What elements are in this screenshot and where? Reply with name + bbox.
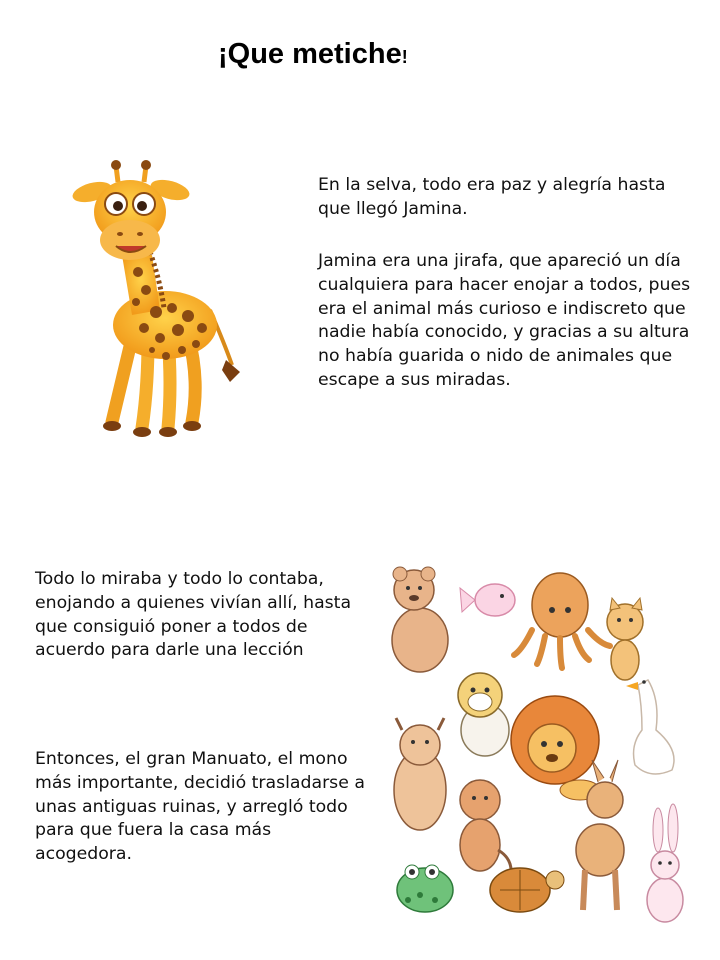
- story-paragraph-2: Jamina era una jirafa, que apareció un día cualquiera para hacer enojar a todos, pues era el animal más curioso e indiscreto que nadie había conocido, y gracias a su altura no había guarida o nido de animales que escape a sus miradas.: [318, 251, 691, 390]
- rabbit-figure: [647, 804, 683, 922]
- cat-figure: [607, 598, 643, 680]
- story-paragraph-4: Entonces, el gran Manuato, el mono más importante, decidió trasladarse a unas antiguas ruinas, y arregló todo para que fuera la casa más acogedora.: [35, 749, 365, 865]
- goose-figure: [626, 680, 674, 774]
- octopus-figure: [514, 573, 610, 668]
- giraffe-illustration: [60, 160, 250, 450]
- turtle-figure: [490, 868, 564, 912]
- frog-figure: [397, 865, 453, 912]
- animals-group-illustration: [380, 560, 700, 940]
- dog-figure: [458, 673, 509, 756]
- title-text: ¡Que metiche: [218, 38, 402, 70]
- story-paragraph-1: En la selva, todo era paz y alegría hasta que llegó Jamina.: [318, 175, 666, 219]
- bear-figure: [392, 567, 448, 672]
- lion-figure: [511, 696, 600, 800]
- page-title: [218, 38, 408, 71]
- cow-figure: [394, 718, 446, 830]
- monkey-figure: [460, 780, 511, 880]
- story-paragraph-3: Todo lo miraba y todo lo contaba, enojando a quienes vivían allí, hasta que consiguió poner a todos de acuerdo para darle una lección: [35, 569, 352, 661]
- fish-figure: [460, 584, 515, 616]
- title-exclamation: !: [401, 47, 408, 67]
